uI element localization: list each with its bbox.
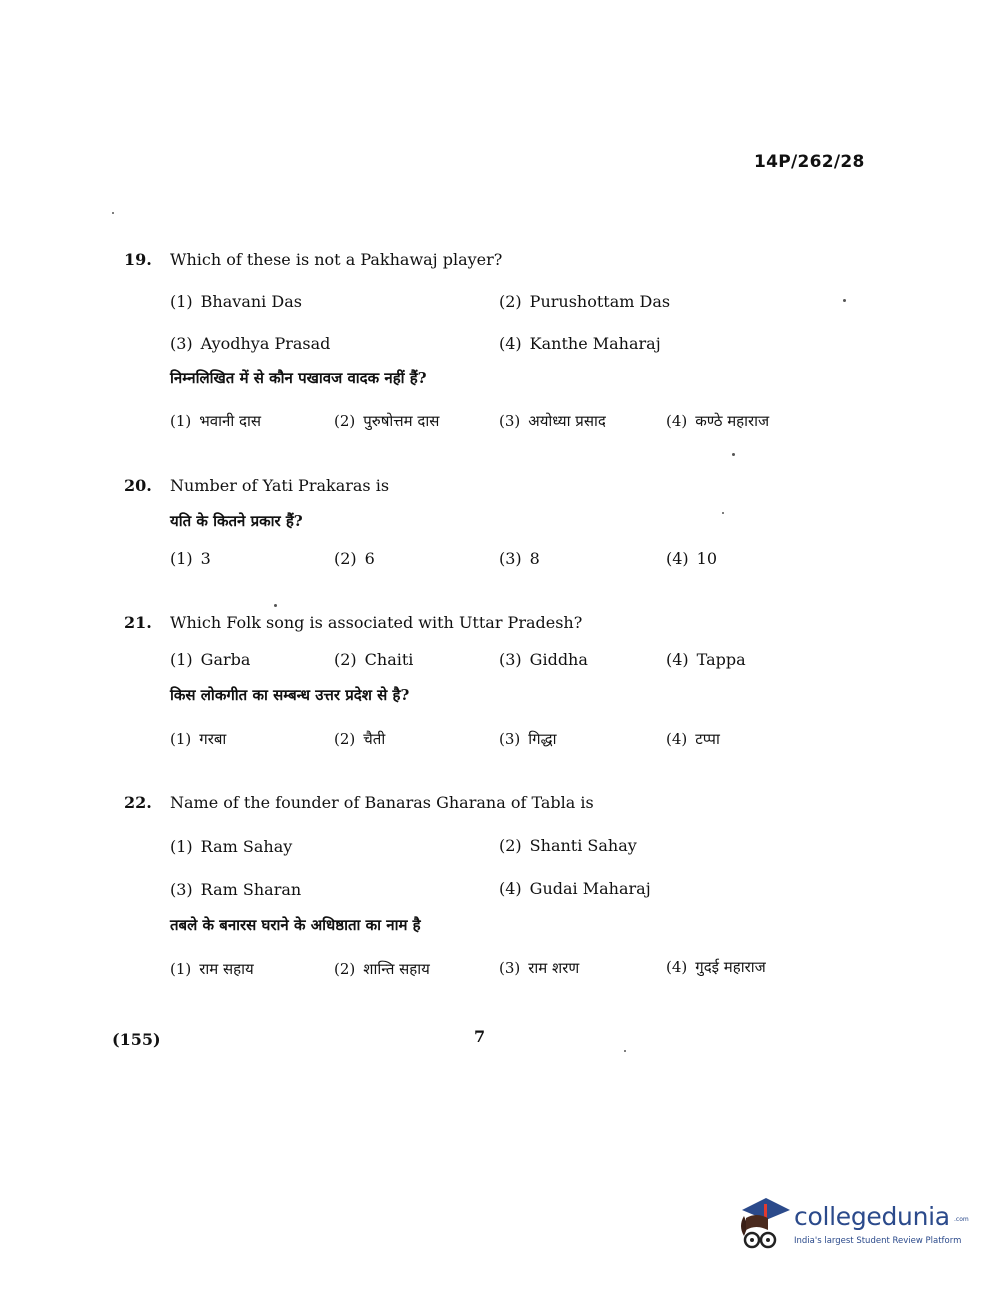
option-number: (3): [170, 334, 193, 353]
option-text: गरबा: [199, 730, 227, 748]
option-number: (2): [334, 650, 357, 669]
option-number: (3): [499, 959, 521, 977]
option-2-en: [499, 292, 670, 311]
option-text: गिद्धा: [528, 730, 557, 748]
option-text: टप्पा: [695, 730, 720, 748]
option-2-hi: [334, 411, 439, 431]
option-number: (3): [499, 730, 521, 748]
scan-speck: [112, 212, 114, 214]
option-4-en: [499, 334, 661, 353]
option-2-hi: [334, 959, 430, 979]
question-text-hi: यति के कितने प्रकार हैं?: [170, 512, 303, 530]
option-text: अयोध्या प्रसाद: [528, 412, 606, 430]
option-text: कण्ठे महाराज: [695, 412, 770, 430]
option-number: (1): [170, 549, 193, 568]
option-3-hi: [499, 958, 579, 978]
option-text: गुदई महाराज: [695, 958, 766, 976]
option-text: 8: [529, 549, 540, 568]
option-number: (1): [170, 650, 193, 669]
option-number: (2): [334, 730, 356, 748]
question-text-en: Which of these is not a Pakhawaj player?: [170, 250, 503, 269]
option-1-hi: [170, 959, 254, 979]
option-number: (1): [170, 412, 192, 430]
option-text: शान्ति सहाय: [363, 960, 430, 978]
question-text-hi: तबले के बनारस घराने के अधिष्ठाता का नाम है: [170, 916, 421, 934]
option-1: [170, 549, 211, 568]
option-text: राम सहाय: [199, 960, 254, 978]
option-text: Shanti Sahay: [529, 836, 637, 855]
question-text-en: Name of the founder of Banaras Gharana of Tabla is: [170, 793, 594, 812]
question-text-hi: किस लोकगीत का सम्बन्ध उत्तर प्रदेश से है?: [170, 686, 410, 704]
option-4-hi: [666, 729, 720, 749]
option-number: (1): [170, 292, 193, 311]
option-text: राम शरण: [528, 959, 580, 977]
scan-speck: [722, 512, 724, 514]
option-1-hi: [170, 729, 226, 749]
option-number: (3): [170, 880, 193, 899]
option-2-hi: [334, 729, 385, 749]
option-text: Garba: [200, 650, 251, 669]
option-3-en: [170, 334, 330, 353]
option-3-hi: [499, 411, 606, 431]
page-number: 7: [474, 1027, 486, 1046]
option-text: Giddha: [529, 650, 588, 669]
option-number: (3): [499, 412, 521, 430]
option-2-en: [499, 836, 637, 855]
option-number: (3): [499, 650, 522, 669]
option-number: (2): [334, 412, 356, 430]
option-1-en: [170, 292, 302, 311]
option-3-en: [499, 650, 588, 669]
question-number: 21.: [124, 613, 152, 632]
option-text: Purushottam Das: [529, 292, 671, 311]
brand-name: collegedunia: [794, 1202, 950, 1231]
option-number: (1): [170, 960, 192, 978]
question-number: 22.: [124, 793, 152, 812]
option-number: (4): [666, 958, 688, 976]
option-text: पुरुषोत्तम दास: [363, 412, 440, 430]
question-text-en: Which Folk song is associated with Uttar Pradesh?: [170, 613, 583, 632]
option-number: (1): [170, 730, 192, 748]
option-text: 10: [696, 549, 718, 568]
option-number: (2): [499, 836, 522, 855]
option-text: Ram Sahay: [200, 837, 293, 856]
brand-tagline: India's largest Student Review Platform: [794, 1236, 962, 1246]
option-2: [334, 549, 375, 568]
option-number: (1): [170, 837, 193, 856]
option-2-en: [334, 650, 413, 669]
option-text: Kanthe Maharaj: [529, 334, 661, 353]
option-number: (2): [334, 960, 356, 978]
option-number: (4): [666, 412, 688, 430]
mascot-icon: [734, 1196, 792, 1258]
option-text: 6: [364, 549, 375, 568]
question-text-en: Number of Yati Prakaras is: [170, 476, 390, 495]
option-number: (4): [666, 730, 688, 748]
question-number: 20.: [124, 476, 152, 495]
option-4: [666, 549, 717, 568]
option-number: (2): [499, 292, 522, 311]
option-4-hi: [666, 957, 766, 977]
option-1-en: [170, 650, 250, 669]
scan-speck: [624, 1050, 626, 1052]
option-text: 3: [200, 549, 211, 568]
option-number: (3): [499, 549, 522, 568]
option-3: [499, 549, 540, 568]
option-number: (2): [334, 549, 357, 568]
page-code: 14P/262/28: [754, 152, 865, 172]
option-text: Ayodhya Prasad: [200, 334, 331, 353]
option-1-en: [170, 837, 292, 856]
collegedunia-logo: [734, 1196, 969, 1262]
option-1-hi: [170, 411, 261, 431]
option-3-en: [170, 880, 301, 899]
brand-domain: .com: [954, 1216, 969, 1223]
option-4-en: [499, 879, 651, 898]
option-text: Ram Sharan: [200, 880, 302, 899]
option-number: (4): [666, 549, 689, 568]
option-text: Chaiti: [364, 650, 414, 669]
scan-speck: [732, 453, 735, 456]
question-text-hi: निम्नलिखित में से कौन पखावज वादक नहीं हैं?: [170, 369, 427, 387]
option-4-en: [666, 650, 746, 669]
option-text: भवानी दास: [199, 412, 261, 430]
option-number: (4): [499, 879, 522, 898]
option-number: (4): [499, 334, 522, 353]
option-text: Bhavani Das: [200, 292, 302, 311]
option-text: Gudai Maharaj: [529, 879, 651, 898]
option-4-hi: [666, 411, 769, 431]
scan-speck: [843, 299, 846, 302]
option-number: (4): [666, 650, 689, 669]
question-number: 19.: [124, 250, 152, 269]
scan-speck: [274, 604, 277, 607]
footer-code: (155): [112, 1030, 161, 1049]
option-text: Tappa: [696, 650, 746, 669]
option-3-hi: [499, 729, 556, 749]
option-text: चैती: [363, 730, 386, 748]
